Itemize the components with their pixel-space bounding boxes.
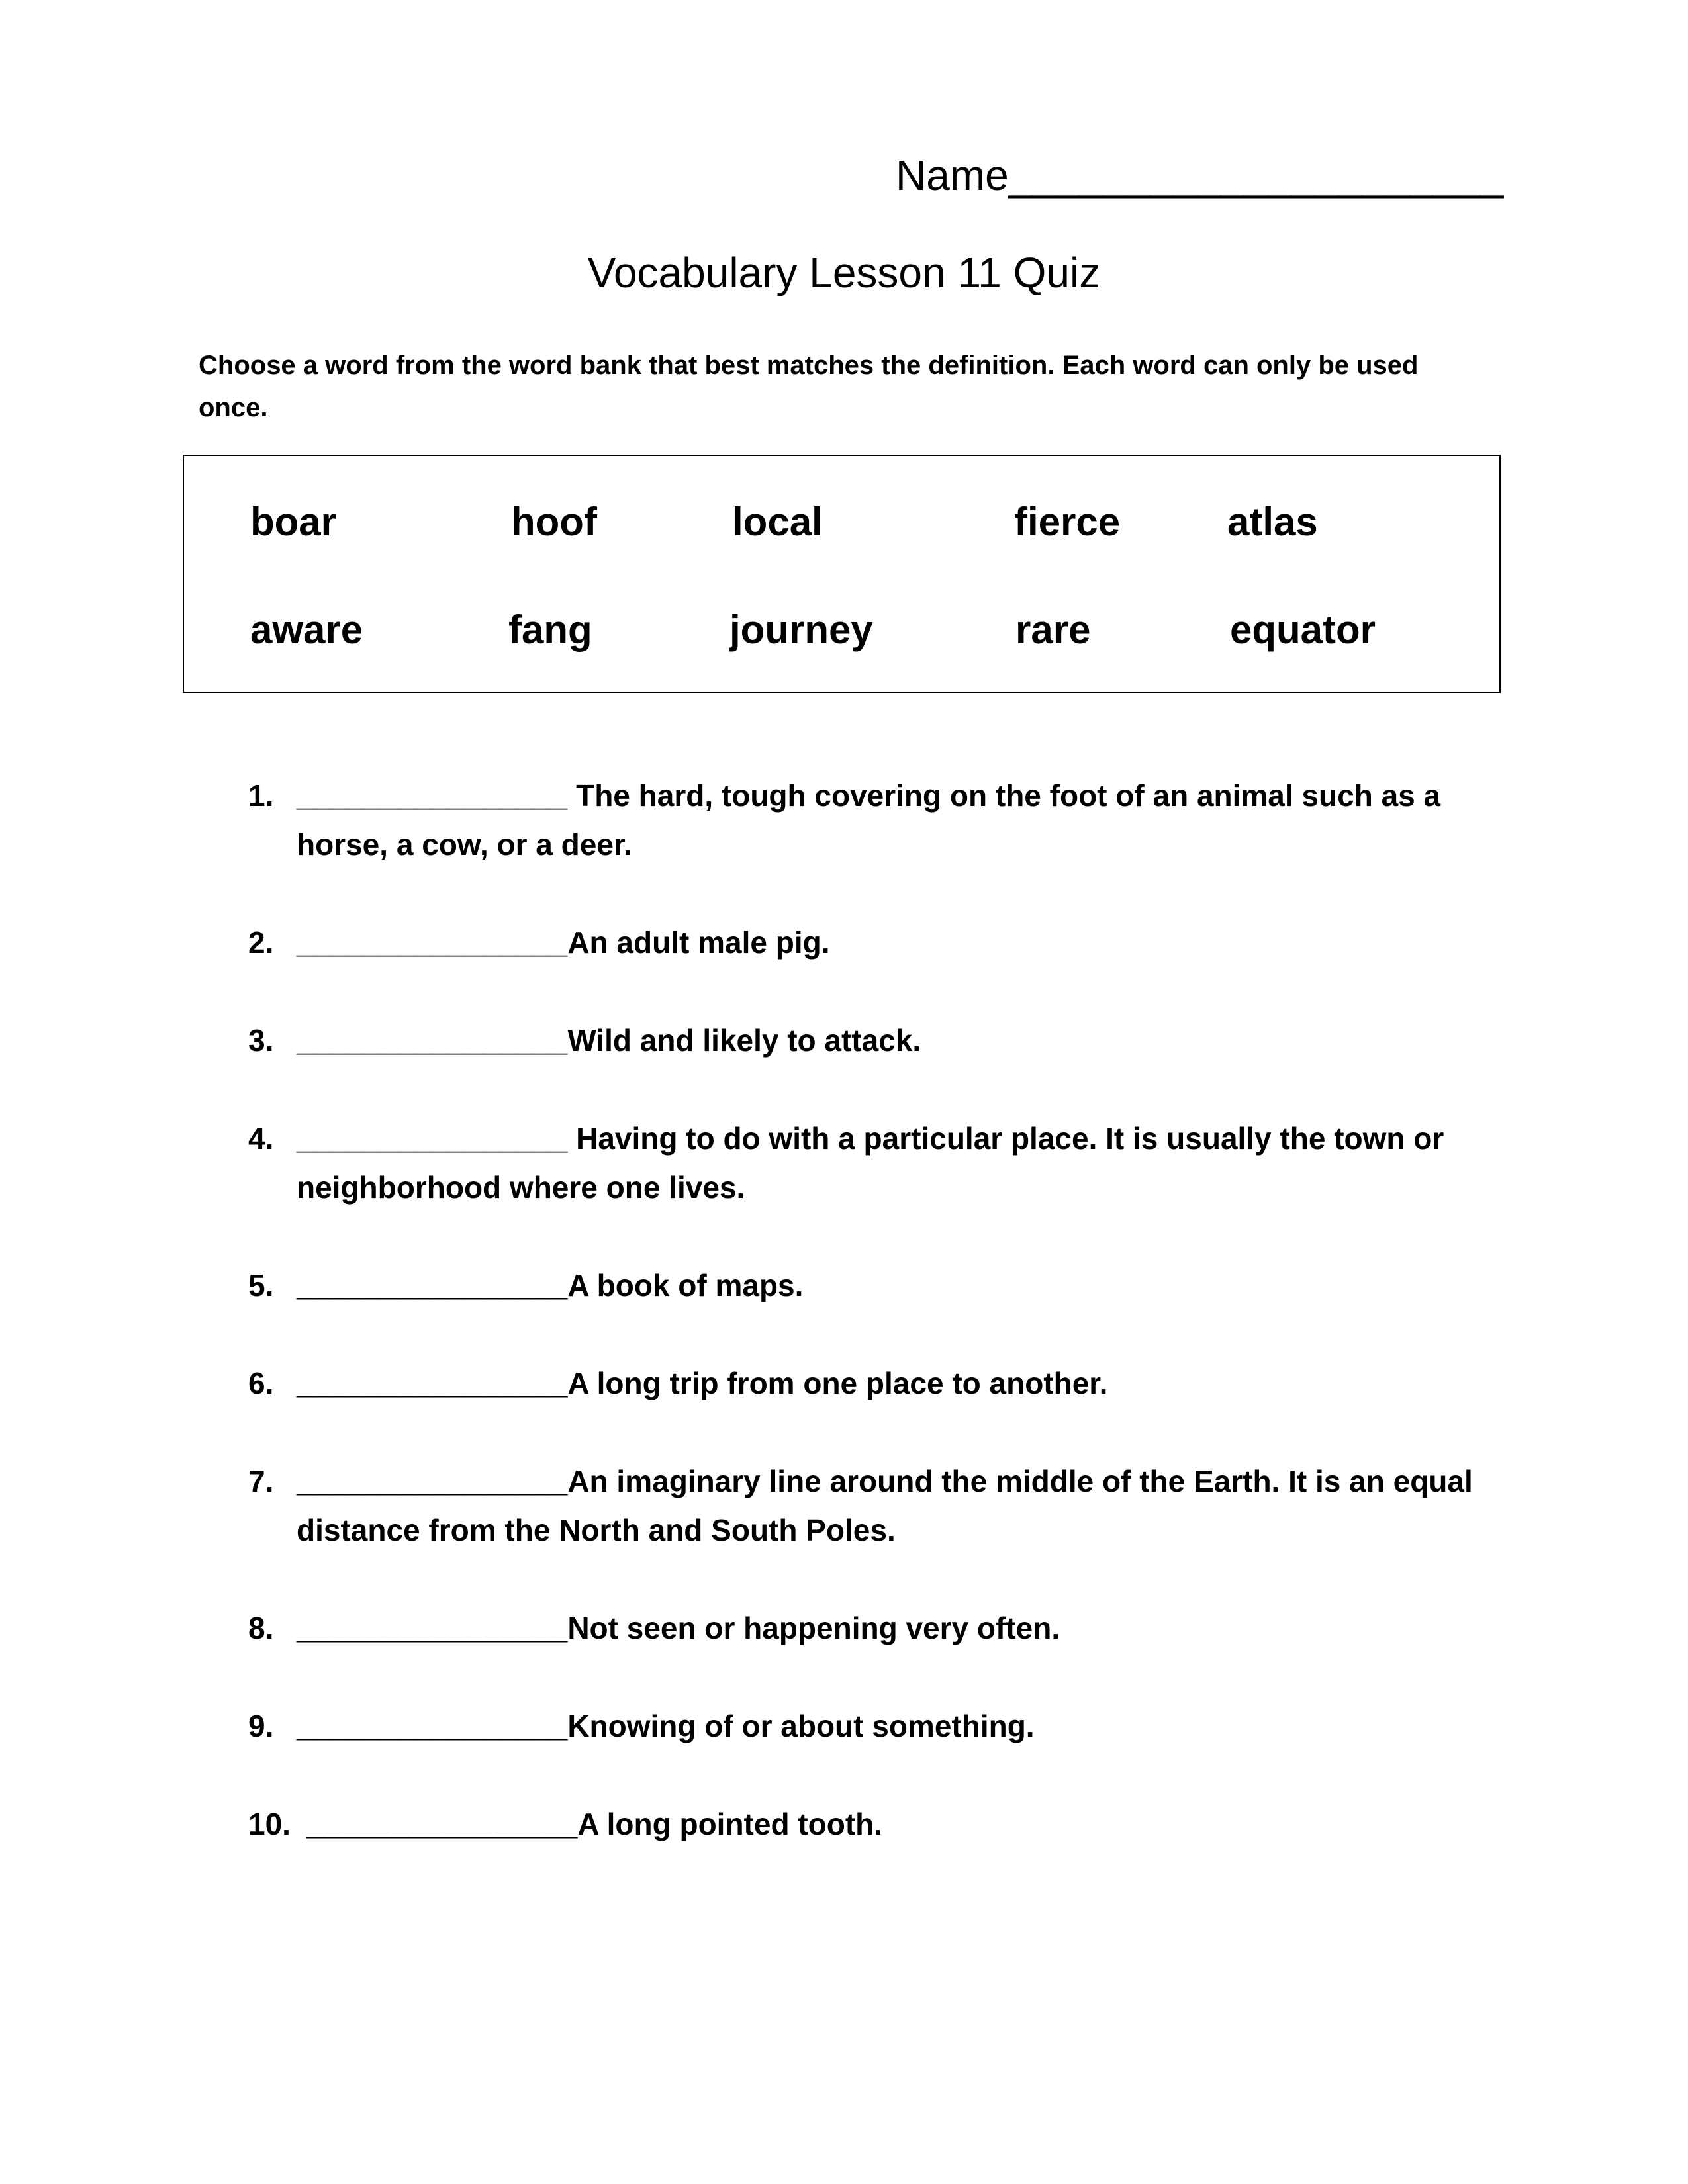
question-definition: The hard, tough covering on the foot of an animal such as a horse, a cow, or a deer. bbox=[297, 778, 1441, 862]
question-definition: Wild and likely to attack. bbox=[567, 1023, 921, 1058]
question-number: 2. bbox=[248, 925, 274, 960]
question-definition: A book of maps. bbox=[567, 1268, 804, 1302]
question-number: 6. bbox=[248, 1366, 274, 1400]
question-item bbox=[248, 1261, 1493, 1310]
question-number: 5. bbox=[248, 1268, 274, 1302]
question-definition: An imaginary line around the middle of the Earth. It is an equal distance from the North and South Poles. bbox=[297, 1464, 1473, 1547]
word-bank bbox=[183, 455, 1501, 693]
question-number: 3. bbox=[248, 1023, 274, 1058]
question-item bbox=[248, 918, 1493, 967]
question-number: 1. bbox=[248, 778, 274, 813]
word-bank-word: fierce bbox=[1014, 500, 1121, 544]
instructions: Choose a word from the word bank that best matches the definition. Each word can only be used once. bbox=[199, 351, 1419, 422]
word-bank-word: aware bbox=[250, 608, 363, 652]
question-number: 9. bbox=[248, 1709, 274, 1743]
question-item bbox=[248, 1114, 1493, 1212]
answer-blank[interactable]: ________________ bbox=[297, 1366, 568, 1400]
answer-blank[interactable]: ________________ bbox=[297, 778, 577, 813]
answer-blank[interactable]: ________________ bbox=[297, 1121, 577, 1156]
question-item bbox=[248, 1457, 1493, 1555]
word-bank-word: fang bbox=[508, 608, 592, 652]
word-bank-word: equator bbox=[1230, 608, 1376, 652]
answer-blank[interactable]: ________________ bbox=[297, 1023, 568, 1058]
question-number: 7. bbox=[248, 1464, 274, 1498]
answer-blank[interactable]: ________________ bbox=[297, 1268, 568, 1302]
question-definition: Not seen or happening very often. bbox=[567, 1611, 1060, 1645]
question-item bbox=[248, 771, 1493, 869]
word-bank-word: rare bbox=[1015, 608, 1091, 652]
question-definition: Knowing of or about something. bbox=[567, 1709, 1035, 1743]
question-definition: A long trip from one place to another. bbox=[567, 1366, 1108, 1400]
word-bank-word: boar bbox=[250, 500, 337, 544]
question-item bbox=[248, 1016, 1493, 1065]
question-definition: A long pointed tooth. bbox=[577, 1807, 883, 1841]
answer-blank[interactable]: ________________ bbox=[306, 1807, 578, 1841]
question-number: 10. bbox=[248, 1807, 291, 1841]
answer-blank[interactable]: ________________ bbox=[297, 925, 568, 960]
word-bank-word: local bbox=[732, 500, 823, 544]
question-item bbox=[248, 1702, 1493, 1751]
word-bank-word: hoof bbox=[511, 500, 597, 544]
word-bank-word: journey bbox=[729, 608, 873, 652]
answer-blank[interactable]: ________________ bbox=[297, 1611, 568, 1645]
question-item bbox=[248, 1359, 1493, 1408]
question-number: 4. bbox=[248, 1121, 274, 1156]
question-number: 8. bbox=[248, 1611, 274, 1645]
question-item bbox=[248, 1604, 1493, 1653]
answer-blank[interactable]: ________________ bbox=[297, 1709, 568, 1743]
page-title: Vocabulary Lesson 11 Quiz bbox=[587, 249, 1101, 296]
question-definition: An adult male pig. bbox=[567, 925, 830, 960]
question-item bbox=[248, 1799, 1493, 1848]
name-field-label: Name_____________________ bbox=[896, 152, 1504, 199]
word-bank-word: atlas bbox=[1227, 500, 1318, 544]
question-definition: Having to do with a particular place. It is usually the town or neighborhood where one lives. bbox=[297, 1121, 1444, 1205]
answer-blank[interactable]: ________________ bbox=[297, 1464, 568, 1498]
